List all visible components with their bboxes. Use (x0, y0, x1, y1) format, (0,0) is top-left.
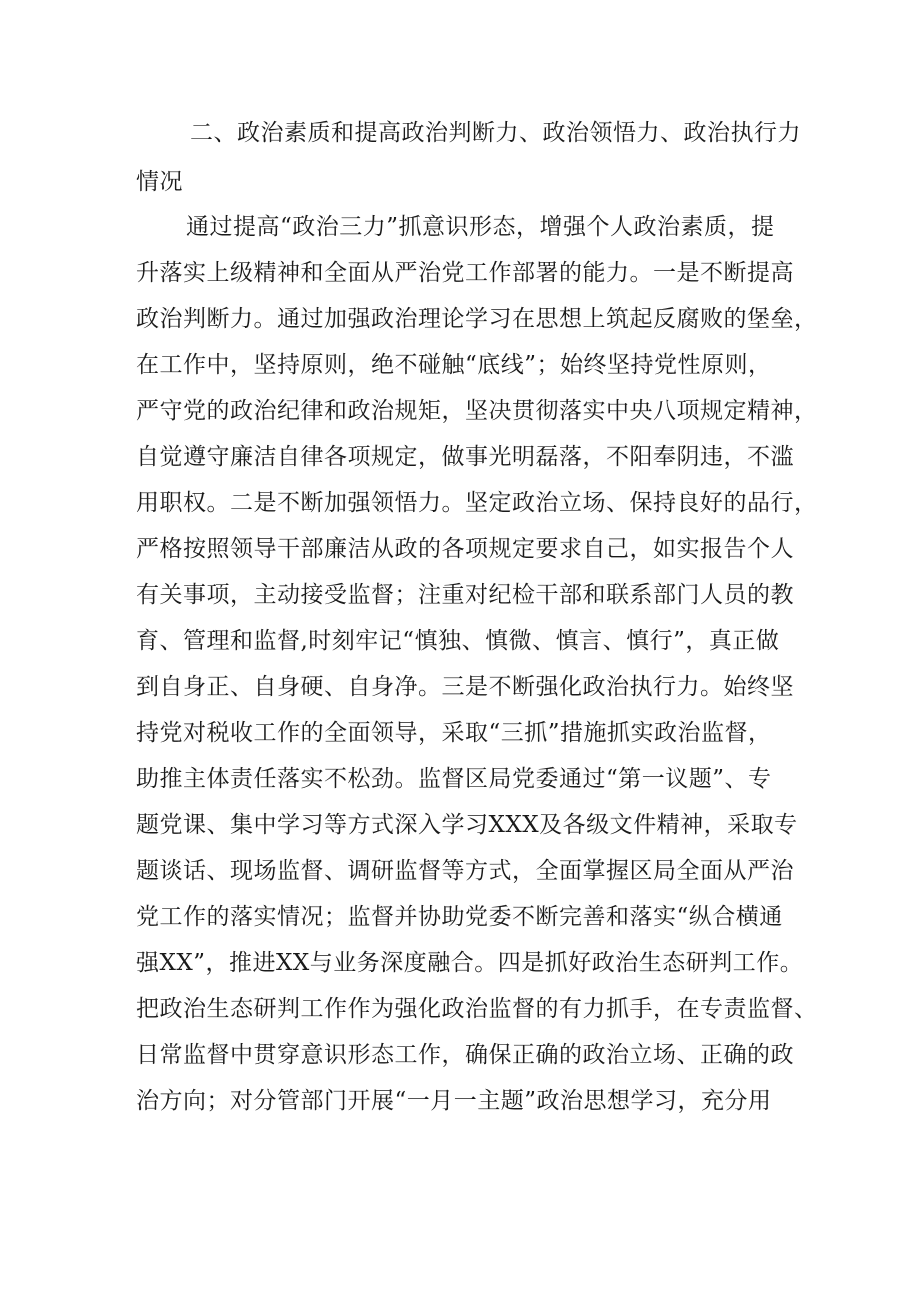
body-line: 治方向；对分管部门开展“一月一主题”政治思想学习，充分用 (136, 1088, 772, 1114)
heading-line: 二、政治素质和提高政治判断力、政治领悟力、政治执行力 (190, 120, 801, 146)
body-line: 通过提高“政治三力”抓意识形态，增强个人政治素质，提 (186, 214, 775, 240)
body-line: 到自身正、自身硬、自身净。三是不断强化政治执行力。始终坚 (136, 674, 794, 700)
body-line: 题谈话、现场监督、调研监督等方式，全面掌握区局全面从严治 (136, 858, 794, 884)
body-line: 在工作中，坚持原则，绝不碰触“底线”；始终坚持党性原则， (136, 352, 772, 378)
body-line: 政治判断力。通过加强政治理论学习在思想上筑起反腐败的堡垒， (136, 306, 818, 332)
body-line: 把政治生态研判工作作为强化政治监督的有力抓手，在专责监督、 (136, 996, 818, 1022)
body-line: 升落实上级精神和全面从严治党工作部署的能力。一是不断提高 (136, 260, 794, 286)
body-line: 强XX”，推进XX与业务深度融合。四是抓好政治生态研判工作。 (136, 950, 804, 976)
heading-line: 情况 (136, 169, 183, 195)
body-line: 有关事项，主动接受监督；注重对纪检干部和联系部门人员的教 (136, 582, 794, 608)
body-line: 题党课、集中学习等方式深入学习XXX及各级文件精神，采取专 (136, 812, 798, 838)
body-line: 用职权。二是不断加强领悟力。坚定政治立场、保持良好的品行， (136, 490, 818, 516)
body-line: 自觉遵守廉洁自律各项规定，做事光明磊落，不阳奉阴违，不滥 (136, 444, 794, 470)
body-line: 党工作的落实情况；监督并协助党委不断完善和落实“纵合横通 (136, 904, 783, 930)
body-line: 严格按照领导干部廉洁从政的各项规定要求自己，如实报告个人 (136, 536, 794, 562)
body-line: 严守党的政治纪律和政治规矩，坚决贯彻落实中央八项规定精神， (136, 398, 818, 424)
body-line: 持党对税收工作的全面领导，采取“三抓”措施抓实政治监督， (136, 720, 772, 746)
body-line: 日常监督中贯穿意识形态工作，确保正确的政治立场、正确的政 (136, 1042, 794, 1068)
body-line: 助推主体责任落实不松劲。监督区局党委通过“第一议题”、专 (136, 766, 772, 792)
body-line: 育、管理和监督,时刻牢记“慎独、慎微、慎言、慎行”，真正做 (136, 628, 780, 654)
